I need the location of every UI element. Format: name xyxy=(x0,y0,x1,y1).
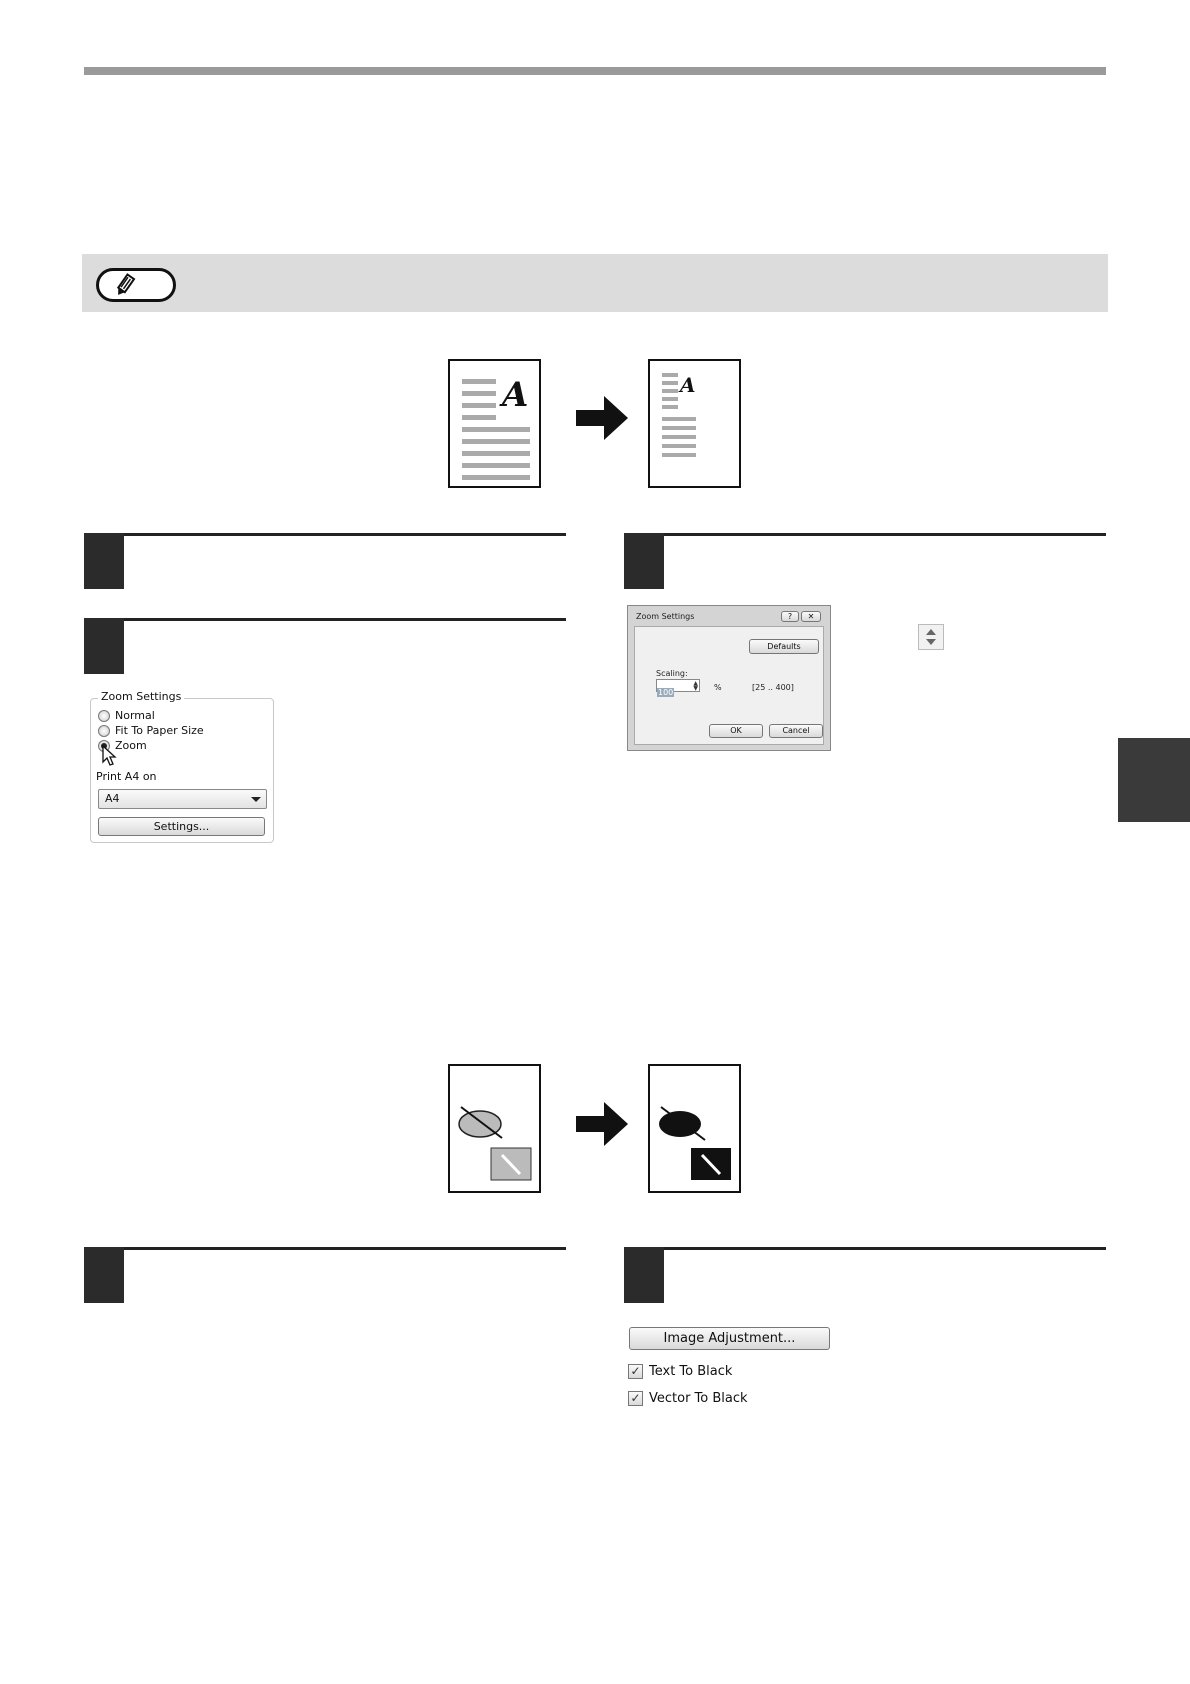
ok-button[interactable]: OK xyxy=(709,724,763,738)
step-number-block xyxy=(624,1247,664,1303)
radio-label: Zoom xyxy=(115,739,147,752)
checkbox-label: Text To Black xyxy=(649,1364,733,1379)
step-rule xyxy=(624,1247,1106,1250)
dialog-title: Zoom Settings xyxy=(636,612,695,621)
scaling-range: [25 .. 400] xyxy=(752,683,794,692)
top-rule xyxy=(84,67,1106,75)
radio-label: Fit To Paper Size xyxy=(115,724,204,737)
step-rule xyxy=(624,533,1106,536)
chevron-down-icon xyxy=(251,797,261,802)
radio-normal[interactable] xyxy=(98,709,155,722)
step-rule xyxy=(84,1247,566,1250)
print-on-label: Print A4 on xyxy=(96,770,157,783)
defaults-button[interactable]: Defaults xyxy=(749,639,819,654)
right-arrow-icon xyxy=(576,1102,628,1150)
cancel-button[interactable]: Cancel xyxy=(769,724,823,738)
text-to-black-checkbox-row[interactable] xyxy=(628,1364,732,1379)
percent-unit: % xyxy=(714,683,722,692)
zoom-settings-legend: Zoom Settings xyxy=(98,690,184,703)
original-page-illustration xyxy=(448,359,541,488)
paper-size-value: A4 xyxy=(105,792,120,805)
help-button[interactable]: ? xyxy=(781,611,799,622)
spinner-arrows-icon[interactable]: ▲ ▼ xyxy=(693,680,698,692)
vector-to-black-checkbox[interactable]: ✓ xyxy=(628,1391,643,1406)
spinner-arrows-icon xyxy=(918,624,944,650)
dialog-body xyxy=(634,626,824,745)
mouse-cursor-icon xyxy=(102,745,118,771)
black-graphic-illustration xyxy=(648,1064,741,1193)
vector-to-black-checkbox-row[interactable] xyxy=(628,1391,748,1406)
checkbox-label: Vector To Black xyxy=(649,1391,748,1406)
radio-label: Normal xyxy=(115,709,155,722)
radio-button[interactable] xyxy=(98,710,110,722)
step-rule xyxy=(84,618,566,621)
scaling-input[interactable] xyxy=(656,679,700,697)
radio-button[interactable] xyxy=(98,725,110,737)
text-to-black-checkbox[interactable]: ✓ xyxy=(628,1364,643,1379)
right-arrow-icon xyxy=(576,396,628,444)
script-letter-a: A xyxy=(502,375,529,415)
scaling-value: 100 xyxy=(658,688,674,697)
step-number-block xyxy=(84,1247,124,1303)
zoomed-page-illustration xyxy=(648,359,741,488)
radio-fit-to-paper-size[interactable] xyxy=(98,724,204,737)
scaling-label: Scaling: xyxy=(656,669,688,678)
original-graphic-illustration xyxy=(448,1064,541,1193)
pencil-icon xyxy=(96,268,176,302)
close-icon[interactable]: ✕ xyxy=(801,611,821,622)
settings-button[interactable]: Settings... xyxy=(98,817,265,836)
zoom-settings-dialog xyxy=(627,605,831,751)
image-adjustment-button[interactable]: Image Adjustment... xyxy=(629,1327,830,1350)
step-rule xyxy=(84,533,566,536)
chapter-tab xyxy=(1118,738,1190,822)
note-bar xyxy=(82,254,1108,312)
step-number-block xyxy=(84,533,124,589)
paper-size-select[interactable] xyxy=(98,789,267,809)
step-number-block xyxy=(84,618,124,674)
step-number-block xyxy=(624,533,664,589)
script-letter-a-small: A xyxy=(680,373,696,397)
